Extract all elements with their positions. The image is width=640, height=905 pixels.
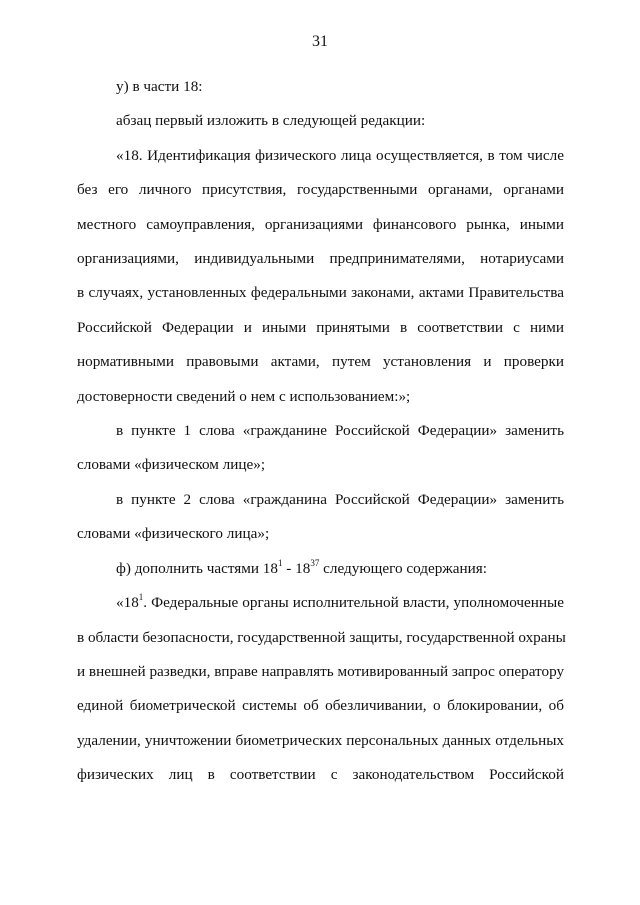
text-fragment: - 18 <box>282 559 311 577</box>
text-line: словами «физического лица»; <box>77 525 270 543</box>
text-line: в случаях, установленных федеральными законами, актами Правительства <box>77 284 564 302</box>
text-line: словами «физическом лице»; <box>77 456 266 474</box>
text-line <box>77 586 564 620</box>
paragraph-part-18 <box>77 139 564 414</box>
text-fragment: «18 <box>116 594 139 612</box>
text-line <box>77 552 564 586</box>
text-line: организациями, индивидуальными предпринимателями, нотариусами <box>77 250 564 268</box>
text-line: абзац первый изложить в следующей редакции: <box>116 112 426 130</box>
text-line: в пункте 1 слова «гражданине Российской Федерации» заменить <box>116 422 564 440</box>
text-line: Российской Федерации и иными принятыми в соответствии с ними <box>77 318 564 336</box>
text-line: и внешней разведки, вправе направлять мотивированный запрос оператору <box>77 662 565 680</box>
text-line: единой биометрической системы об обезличивании, о блокировании, об <box>77 697 564 715</box>
text-line: без его личного присутствия, государственными органами, органами <box>77 181 564 199</box>
text-line: в пункте 2 слова «гражданина Российской Федерации» заменить <box>116 490 564 508</box>
text-line: «18. Идентификация физического лица осуществляется, в том числе <box>116 146 564 164</box>
paragraph-point-1 <box>77 414 564 483</box>
text-line: местного самоуправления, организациями финансового рынка, иными <box>77 215 564 233</box>
superscript: 37 <box>310 557 320 568</box>
paragraph-item-f <box>77 552 564 586</box>
paragraph-instruction <box>77 104 564 138</box>
paragraph-item-u <box>77 70 564 104</box>
text-line: достоверности сведений о нем с использованием:»; <box>77 387 411 405</box>
page-number: 31 <box>312 33 328 50</box>
text-fragment: ф) дополнить частями 18 <box>116 559 278 577</box>
text-line: удалении, уничтожении биометрических персональных данных отдельных <box>77 731 564 749</box>
superscript: 1 <box>278 557 283 568</box>
text-fragment: . Федеральные органы исполнительной власти, уполномоченные <box>143 594 564 612</box>
text-line: в области безопасности, государственной защиты, государственной охраны <box>77 628 566 646</box>
text-line: у) в части 18: <box>116 78 203 95</box>
paragraph-point-2 <box>77 483 564 552</box>
text-fragment: следующего содержания: <box>319 559 487 577</box>
document-body <box>77 70 564 793</box>
paragraph-part-18-1 <box>77 586 564 792</box>
text-line: физических лиц в соответствии с законодательством Российской <box>77 766 564 784</box>
text-line: нормативными правовыми актами, путем установления и проверки <box>77 353 564 371</box>
superscript: 1 <box>138 592 144 603</box>
